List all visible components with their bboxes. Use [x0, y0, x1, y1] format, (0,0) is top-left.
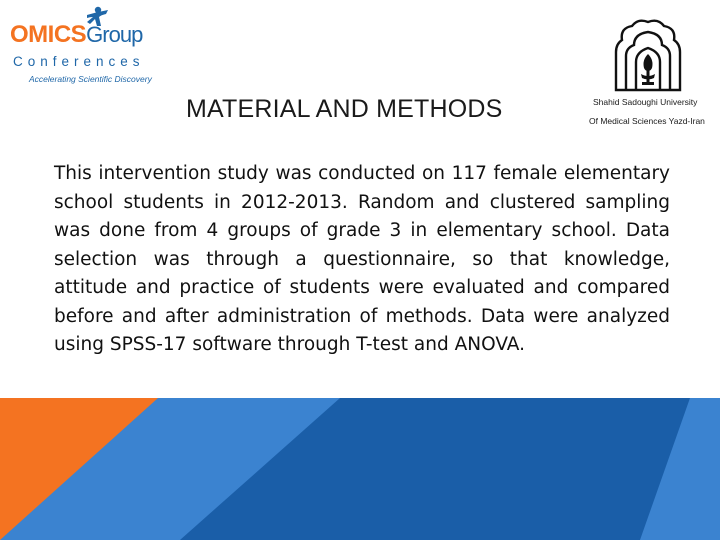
university-name-line1: Shahid Sadoughi University	[593, 97, 698, 107]
omics-group-logo	[10, 6, 152, 86]
logo-tagline: Accelerating Scientific Discovery	[29, 74, 152, 84]
logo-conferences: Conferences	[13, 54, 145, 69]
university-name-line2: Of Medical Sciences Yazd-Iran	[589, 116, 705, 126]
slide-title: MATERIAL AND METHODS	[186, 95, 503, 123]
university-emblem-icon	[608, 18, 688, 94]
logo-brand-group: Group	[86, 22, 143, 47]
logo-brand	[10, 22, 142, 48]
decorative-footer-shapes	[0, 390, 720, 540]
methods-paragraph: This intervention study was conducted on 117 female elementary school students in 2012-2013. Random and clustered sampling was done from 4 groups of grade 3 in elementary school. Data selection was through a questionnaire, so that knowledge, attitude and practice of students were evaluated and compared before and after administration of methods. Data were analyzed using SPSS-17 software through T-test and ANOVA.	[54, 163, 670, 355]
logo-brand-main: OMICS	[10, 21, 87, 48]
